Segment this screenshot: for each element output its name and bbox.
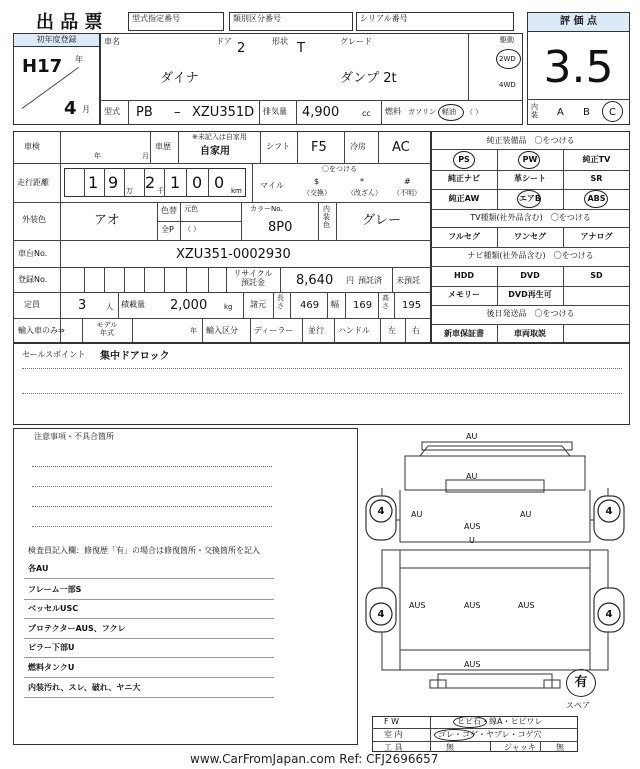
recycle-status-no: 未預託: [396, 276, 420, 285]
vehicle-name-label: 車名: [104, 37, 120, 46]
modified-label: （改ざん）: [347, 189, 382, 197]
color-full-label: 全P: [161, 225, 174, 234]
notes-label: 注意事項・不具合箇所: [34, 432, 114, 441]
history-value: 自家用: [200, 146, 230, 157]
spare-value: 有: [574, 675, 588, 690]
import-type-label: 輸入区分: [206, 326, 238, 335]
damage-center: AUS: [464, 522, 481, 531]
shape-label: 形状: [272, 37, 288, 46]
drive-2wd: 2WD: [499, 55, 516, 63]
legend-tools-value: 無: [446, 743, 454, 752]
import-label: 輸入車のみ⇒: [18, 326, 65, 335]
damage-right-front: AU: [520, 510, 532, 519]
nav-dvd: DVD: [520, 271, 540, 280]
color-original-label: 元色: [184, 205, 198, 213]
sales-point-label: セールスポイント: [22, 350, 86, 359]
drive-label: 駆動: [500, 36, 514, 44]
ac-value: AC: [392, 140, 410, 155]
reg-month: 4: [64, 98, 77, 119]
circle-hint: 〇をつける: [322, 165, 357, 173]
inspector-item: 燃料タンクU: [28, 663, 75, 672]
swap-label: （交換）: [303, 189, 331, 197]
mileage-man: 万: [126, 187, 133, 195]
legend-fw-label: F W: [384, 717, 400, 726]
nav-title: ナビ種類(社外品含む) 〇をつける: [467, 251, 594, 260]
inspection-label: 車検: [24, 142, 40, 151]
height-value: 195: [402, 300, 422, 311]
legend-jack-value: 無: [556, 743, 564, 752]
docs-warranty: 新車保証書: [444, 329, 484, 338]
load-value: 2,000: [170, 298, 208, 313]
inspector-item: ベッセルUSC: [28, 604, 79, 613]
color-label: 外装色: [22, 215, 46, 224]
length-label: 長さ: [277, 294, 284, 311]
interior-b: B: [583, 107, 590, 118]
mileage-digit: 0: [192, 173, 203, 192]
mileage-sen: 千: [157, 187, 164, 195]
parallel-label: 並行: [308, 326, 324, 335]
unknown-symbol: #: [404, 177, 411, 186]
model-approval-label: 型式指定番号: [132, 14, 180, 23]
score-value: 3.5: [543, 42, 614, 93]
model-dash: –: [174, 105, 181, 120]
mileage-unit: km: [231, 187, 242, 195]
ac-label: 冷房: [350, 142, 366, 151]
tv-title: TV種類(社外品含む) 〇をつける: [470, 213, 591, 222]
legend-fw-text: ヒビ石・線A・ヒビワレ: [457, 717, 543, 726]
mileage-label: 走行距離: [17, 178, 49, 187]
reg-year: H17: [22, 56, 63, 77]
history-label: 車歴: [155, 142, 171, 151]
equip-pw: PW: [522, 155, 538, 164]
damage-rear-bumper: AUS: [464, 660, 481, 669]
drive-4wd: 4WD: [499, 81, 516, 89]
sales-point-text: 集中ドアロック: [100, 351, 170, 362]
fuel-gasoline: ガソリン: [408, 108, 436, 116]
shift-label: シフト: [266, 142, 290, 151]
load-label: 積載量: [121, 300, 145, 309]
docs-title: 後日発送品 〇をつける: [486, 309, 575, 318]
capacity-label: 定員: [24, 300, 40, 309]
model-year-label: モデル 年式: [96, 321, 118, 338]
interior-color-value: グレー: [362, 213, 402, 228]
color-change-label: 色替: [161, 206, 177, 215]
score-title: 評 価 点: [560, 16, 597, 27]
handle-right: 右: [412, 326, 420, 335]
equip-aw: 純正AW: [448, 194, 480, 203]
model-code: XZU351D: [192, 105, 255, 120]
nav-hdd: HDD: [454, 271, 474, 280]
equip-abs: ABS: [587, 194, 606, 203]
color-no-value: 8P0: [268, 220, 293, 235]
fuel-diesel: 軽油: [442, 108, 456, 116]
interior-c: C: [609, 107, 616, 118]
reg-month-unit: 月: [82, 105, 90, 114]
interior-a: A: [557, 107, 564, 118]
width-value: 169: [353, 300, 373, 311]
recycle-unit: 円: [346, 276, 354, 285]
inspector-item: 内装汚れ、スレ、破れ、ヤニ大: [28, 683, 141, 692]
capacity-value: 3: [78, 298, 87, 313]
serial-label: シリアル番号: [360, 14, 408, 23]
tire-rl: 4: [377, 609, 385, 620]
equip-sr: SR: [590, 174, 603, 183]
modified-symbol: *: [360, 177, 364, 186]
equip-tv: 純正TV: [582, 155, 611, 164]
color-no-label: カラーNo.: [250, 205, 283, 213]
legend-jack-label: ジャッキ: [504, 743, 536, 752]
doors-value: 2: [237, 41, 246, 56]
damage-cab: AU: [466, 472, 478, 481]
reg-year-unit: 年: [75, 55, 83, 64]
inspector-item: フレーム一部S: [28, 585, 82, 594]
damage-left-rear: AUS: [409, 601, 426, 610]
mileage-digit: 9: [108, 173, 119, 192]
length-value: 469: [300, 300, 320, 311]
inspector-item: 各AU: [28, 564, 49, 573]
displacement-unit: cc: [362, 109, 371, 118]
nav-dvd-play: DVD再生可: [508, 290, 552, 299]
dealer-label: ディーラー: [254, 326, 294, 335]
dims-label: 諸元: [250, 300, 266, 309]
first-reg-label: 初年度登録: [36, 35, 77, 44]
fuel-other: （ ）: [466, 108, 483, 116]
legend-tools-label: 工 具: [384, 743, 403, 752]
tv-full: フルセグ: [448, 232, 480, 241]
inspection-month-unit: 月: [142, 152, 149, 160]
damage-center-u: U: [469, 536, 475, 545]
model-label: 型式: [104, 107, 120, 116]
grade-value: ダンプ 2t: [340, 71, 397, 86]
tire-rr: 4: [605, 609, 613, 620]
docs-manual: 車両取説: [514, 329, 546, 338]
displacement-label: 排気量: [263, 107, 287, 116]
regno-label: 登録No.: [18, 275, 48, 284]
height-label: 高さ: [382, 294, 389, 311]
equip-navi: 純正ナビ: [448, 174, 480, 183]
equip-airbag: エアB: [518, 194, 542, 203]
inspector-item: プロテクターAUS、フクレ: [28, 624, 126, 633]
damage-front-bumper: AU: [466, 432, 478, 441]
recycle-status: 預託済: [358, 276, 382, 285]
recycle-amount: 8,640: [296, 273, 334, 288]
model-year-unit: 年: [190, 327, 197, 335]
nav-memory: メモリー: [448, 290, 480, 299]
category-label: 類別区分番号: [233, 14, 281, 23]
inspector-item: ピラー下部U: [28, 643, 75, 652]
width-label: 幅: [331, 300, 339, 309]
recycle-label: リサイクル 預託金: [233, 269, 273, 288]
interior-color-label: 内装色: [323, 205, 330, 230]
mileage-digit: 1: [170, 173, 181, 192]
damage-center-rear: AUS: [464, 601, 481, 610]
damage-right-rear: AUS: [518, 601, 535, 610]
tire-fr: 4: [605, 506, 613, 517]
load-unit: kg: [224, 303, 233, 311]
handle-label: ハンドル: [338, 326, 370, 335]
chassis-number: XZU351-0002930: [176, 247, 291, 262]
interior-grade-label: 内装: [531, 103, 538, 120]
shape-value: T: [297, 41, 305, 56]
form-title: 出 品 票: [36, 12, 103, 33]
model-prefix: PB: [136, 105, 153, 120]
capacity-unit: 人: [106, 303, 113, 311]
spare-label: スペア: [566, 701, 590, 710]
legend-interior-label: 室 内: [384, 730, 403, 739]
inspector-label: 検査員記入欄：修復歴「有」の場合は修復箇所・交換箇所を記入: [28, 546, 260, 555]
equip-leather: 革シート: [514, 174, 546, 183]
footer-watermark: www.CarFromJapan.com Ref: CFJ2696657: [190, 752, 439, 766]
tv-analog: アナログ: [580, 232, 613, 241]
color-value: アオ: [94, 213, 120, 228]
equipment-title: 純正装備品 〇をつける: [486, 136, 575, 145]
doors-label: ドア: [216, 37, 232, 46]
grade-label: グレード: [340, 37, 372, 46]
mileage-digit: 0: [214, 173, 225, 192]
fuel-label: 燃料: [385, 107, 401, 116]
mile-label: マイル: [260, 181, 284, 190]
mileage-digit: 2: [145, 173, 156, 192]
displacement-value: 4,900: [302, 105, 340, 120]
nav-sd: SD: [590, 271, 603, 280]
equip-ps: PS: [458, 155, 470, 164]
shift-value: F5: [311, 140, 327, 155]
color-full-value: （ ）: [184, 225, 201, 233]
inspection-year-unit: 年: [94, 152, 101, 160]
swap-symbol: $: [314, 177, 320, 186]
tire-fl: 4: [377, 506, 385, 517]
history-note: ※未記入は自家用: [192, 133, 247, 141]
vehicle-name: ダイナ: [160, 71, 199, 86]
chassis-label: 車台No.: [18, 249, 48, 258]
handle-left: 左: [388, 326, 396, 335]
mileage-digit: 1: [88, 173, 99, 192]
tv-one: ワンセグ: [514, 232, 546, 241]
damage-left-front: AU: [411, 510, 423, 519]
unknown-label: （不明）: [393, 189, 421, 197]
legend-interior-text: ゴレ・コゲ・ヤブレ・コゲ穴: [438, 730, 542, 739]
